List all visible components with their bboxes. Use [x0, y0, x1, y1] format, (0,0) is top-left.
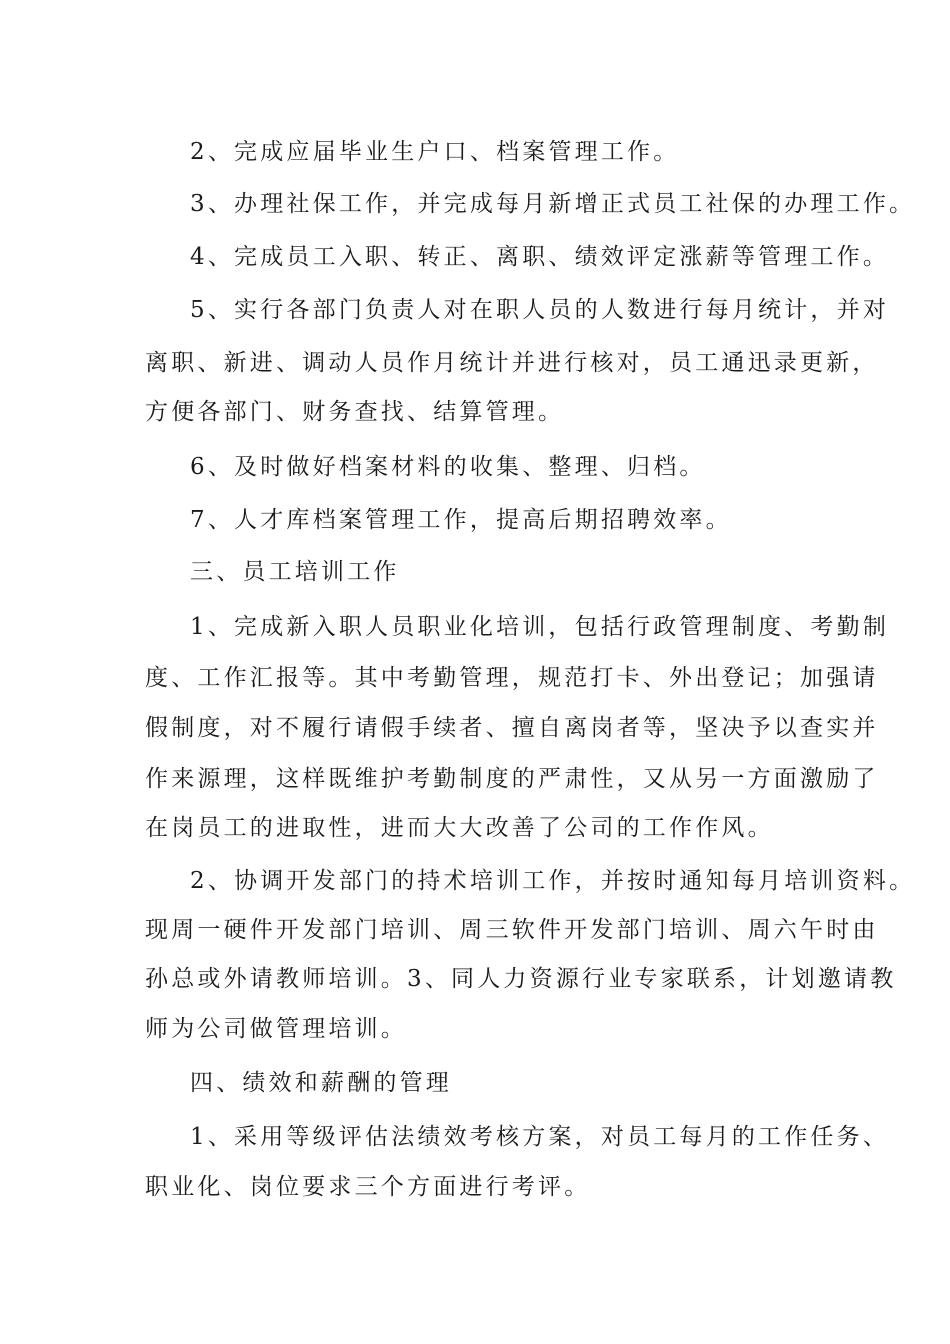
performance-item-1-line-2: 职业化、岗位要求三个方面进行考评。: [145, 1174, 591, 1200]
training-item-1-line-4: 作来源理，这样既维护考勤制度的严肃性，又从另一方面激励了: [145, 766, 879, 792]
performance-item-1-line-1: 1、采用等级评估法绩效考核方案，对员工每月的工作任务、: [190, 1124, 890, 1150]
training-item-2-line-3: 孙总或外请教师培训。3、同人力资源行业专家联系，计划邀请教: [145, 966, 897, 992]
training-item-1-line-5: 在岗员工的进取性，进而大大改善了公司的工作作风。: [145, 815, 774, 841]
list-item-5-line-1: 5、实行各部门负责人对在职人员的人数进行每月统计，并对: [190, 297, 890, 323]
list-item-6: 6、及时做好档案材料的收集、整理、归档。: [190, 454, 706, 480]
list-item-2: 2、完成应届毕业生户口、档案管理工作。: [190, 139, 680, 165]
list-item-5-line-3: 方便各部门、财务查找、结算管理。: [145, 399, 565, 425]
list-item-7: 7、人才库档案管理工作，提高后期招聘效率。: [190, 507, 732, 533]
training-item-2-line-4: 师为公司做管理培训。: [145, 1016, 407, 1042]
list-item-4: 4、完成员工入职、转正、离职、绩效评定涨薪等管理工作。: [190, 244, 890, 270]
training-item-2-line-1: 2、协调开发部门的持术培训工作，并按时通知每月培训资料。: [190, 868, 916, 894]
section-heading-3: 三、员工培训工作: [190, 559, 400, 585]
training-item-1-line-2: 度、工作汇报等。其中考勤管理，规范打卡、外出登记；加强请: [145, 665, 879, 691]
list-item-5-line-2: 离职、新进、调动人员作月统计并进行核对，员工通迅录更新，: [145, 350, 879, 376]
list-item-3: 3、办理社保工作，并完成每月新增正式员工社保的办理工作。: [190, 191, 916, 217]
training-item-1-line-1: 1、完成新入职人员职业化培训，包括行政管理制度、考勤制: [190, 614, 890, 640]
training-item-1-line-3: 假制度，对不履行请假手续者、擅自离岗者等，坚决予以查实并: [145, 715, 879, 741]
section-heading-4: 四、绩效和薪酬的管理: [190, 1070, 452, 1096]
training-item-2-line-2: 现周一硬件开发部门培训、周三软件开发部门培训、周六午时由: [145, 917, 879, 943]
